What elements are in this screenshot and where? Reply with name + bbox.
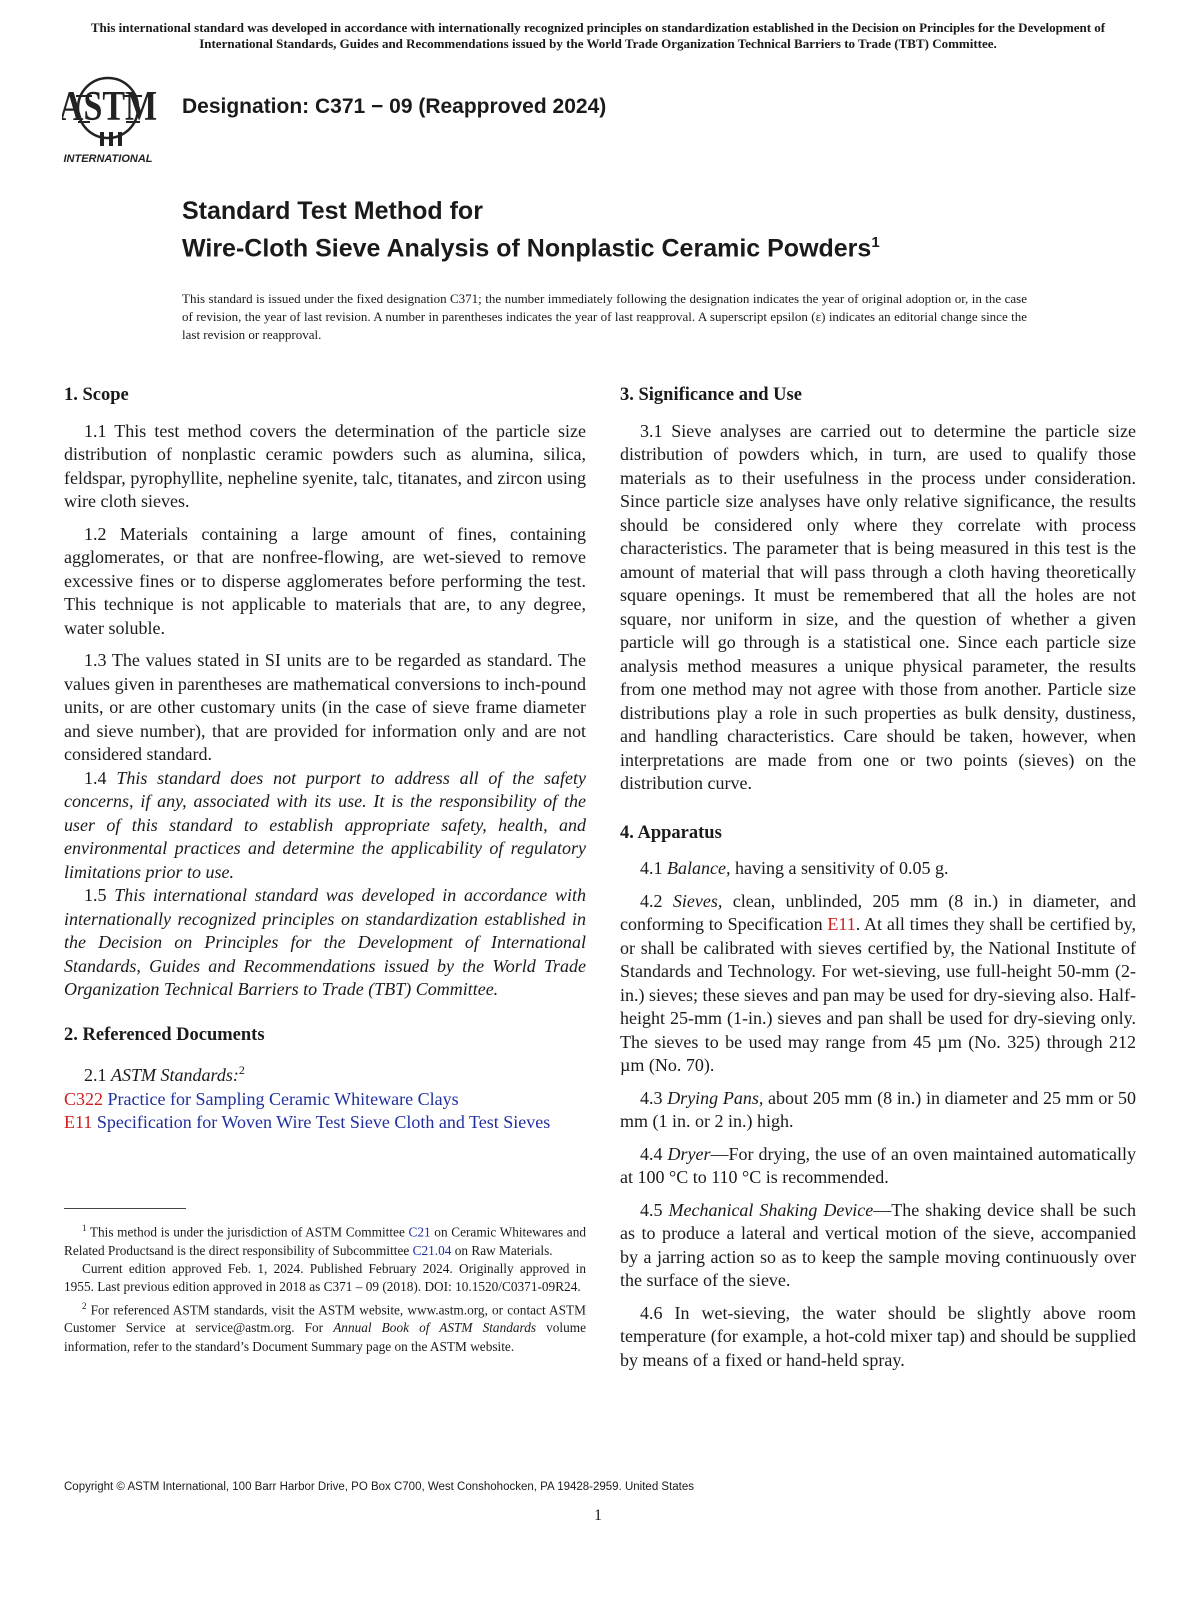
- para-4-6: 4.6 In wet-sieving, the water should be slightly above room temperature (for example, a hot-cold mixer tap) and should be supplied by means of a fixed or hand-held spray.: [620, 1302, 1136, 1370]
- subcommittee-link[interactable]: C21.04: [412, 1242, 452, 1258]
- astm-logo: [62, 74, 168, 170]
- committee-link[interactable]: C21: [408, 1224, 431, 1240]
- section-4-heading: 4. Apparatus: [620, 822, 722, 843]
- section-1-heading: 1. Scope: [64, 385, 129, 405]
- title-footnote-mark: 1: [871, 234, 880, 251]
- para-1-3: 1.3 The values stated in SI units are to be regarded as standard. The values given in parentheses are mathematical conversions to inch-pound units, or are other customary units (in the case of sieve frame diameter and sieve number), that are provided for information only and are not considered standard.: [64, 650, 586, 764]
- ref-e11[interactable]: [64, 1111, 586, 1135]
- ref-code-link[interactable]: C322: [64, 1088, 104, 1109]
- left-column: [64, 384, 586, 1135]
- para-3-1: 3.1 Sieve analyses are carried out to determine the particle size distribution of powders which, in turn, are used to qualify those materials as to their usefulness in the process under consideration. Since particle size analyses have only relative significance, the results should be considered only where they correlate with process characteristics. The parameter that is being measured in this test is the amount of material that will pass through a cloth having theoretically square openings. It must be remembered that all the holes are not square, nor uniform in size, and the question of whether a given particle will go through is a statistical one. Since each particle size analysis method measures a unique physical parameter, the results from one method may not agree with those from another. Particle size distributions play a role in such properties as bulk density, dustiness, and handling characteristics. Care should be taken, however, when interpretations are made from one or two points (sieves) on the distribution curve.: [620, 420, 1136, 793]
- footnote-1: $^1$ This method is under the jurisdiction of ASTM Committee C21 on Ceramic Whitewares and Related Productsand is the direct responsibility of Subcommittee C21.04 on Raw Materials.: [64, 1223, 586, 1258]
- title-line-2: [182, 227, 880, 264]
- footnote-divider: [64, 1208, 186, 1209]
- page-number: 1: [594, 1507, 602, 1524]
- svg-text:ASTM: ASTM: [62, 83, 158, 131]
- tbt-notice: This international standard was developed in accordance with internationally recognized principles on standardization established in the Decision on Principles for the Development of International Standards, Guides and Recommendations issued by the World Trade Organization Technical Barriers to Trade (TBT) Committee.: [90, 20, 1106, 51]
- ref-title-link[interactable]: Practice for Sampling Ceramic Whiteware Clays: [107, 1088, 459, 1109]
- para-4-1: 4.1 Balance, having a sensitivity of 0.05 g.: [640, 858, 949, 878]
- title-text: Wire-Cloth Sieve Analysis of Nonplastic Ceramic Powders: [182, 234, 872, 263]
- designation: Designation: C371 − 09 (Reapproved 2024): [182, 95, 607, 118]
- ref-c322[interactable]: [64, 1088, 586, 1112]
- para-1-2: 1.2 Materials containing a large amount of fines, containing agglomerates, or that are nonfree-flowing, are wet-sieved to remove excessive fines or to disperse agglomerates before performing the test. This technique is not applicable to materials that are, to any degree, water soluble.: [64, 523, 586, 638]
- section-3-heading: 3. Significance and Use: [620, 385, 802, 405]
- para-1-4: 1.4 This standard does not purport to address all of the safety concerns, if any, associated with its use. It is the responsibility of the user of this standard to establish appropriate safety, health, and environmental practices and determine the applicability of regulatory limitations prior to use.: [64, 767, 587, 882]
- ref-code-link[interactable]: E11: [64, 1112, 93, 1132]
- copyright: Copyright © ASTM International, 100 Barr Harbor Drive, PO Box C700, West Conshohocken, PA 19428-2959. United States: [64, 1481, 695, 1493]
- para-4-3: 4.3 Drying Pans, about 205 mm (8 in.) in diameter and 25 mm or 50 mm (1 in. or 2 in.) high.: [620, 1087, 1137, 1131]
- footnotes: [64, 1219, 586, 1356]
- document-title: [182, 196, 880, 264]
- title-line-1: Standard Test Method for: [182, 197, 483, 225]
- para-1-1: 1.1 This test method covers the determination of the particle size distribution of nonplastic ceramic powders such as alumina, silica, feldspar, pyrophyllite, nepheline syenite, talc, titanates, and zircon using wire cloth sieves.: [64, 420, 586, 511]
- footnote-1-edition: Current edition approved Feb. 1, 2024. Published February 2024. Originally approved in 1955. Last previous edition approved in 2018 as C371 – 09 (2018). DOI: 10.1520/C0371-09R24.: [64, 1261, 586, 1295]
- para-1-5: 1.5 This international standard was developed in accordance with internationally recognized principles on standardization established in the Decision on Principles for the Development of International Standards, Guides and Recommendations issued by the World Trade Organization Technical Barriers to Trade (TBT) Committee.: [64, 885, 586, 999]
- para-4-2: 4.2 Sieves, clean, unblinded, 205 mm (8 in.) in diameter, and conforming to Specification E11. At all times they shall be certified by, or shall be calibrated with sieves certified by, the National Institute of Standards and Technology. For wet-sieving, use full-height 50-mm (2-in.) sieves; these sieves and pan may be used for dry-sieving also. Half-height 25-mm (1-in.) sieves and pan shall be used for dry-sieving only. The sieves to be used may range from 45 µm (No. 325) through 212 µm (No. 70).: [620, 890, 1137, 1075]
- right-column: [620, 384, 1136, 1381]
- para-4-5: 4.5 Mechanical Shaking Device—The shaking device shall be such as to produce a lateral and vertical motion of the sieve, accompanied by a jarring action so as to keep the sample moving continuously over the surface of the sieve.: [620, 1199, 1136, 1290]
- para-4-4: 4.4 Dryer—For drying, the use of an oven maintained automatically at 100 °C to 110 °C is recommended.: [620, 1143, 1136, 1187]
- section-2-heading: 2. Referenced Documents: [64, 1024, 265, 1045]
- e11-link[interactable]: E11: [827, 914, 856, 934]
- svg-text:INTERNATIONAL: INTERNATIONAL: [63, 153, 153, 165]
- footnote-2: $^2$ For referenced ASTM standards, visit the ASTM website, www.astm.org, or contact ASTM Customer Service at service@astm.org. For Annual Book of ASTM Standards volume information, refer to the standard’s Document Summary page on the ASTM website.: [64, 1300, 586, 1354]
- issued-note: This standard is issued under the fixed designation C371; the number immediately following the designation indicates the year of original adoption or, in the case of revision, the year of last revision. A number in parentheses indicates the year of last reapproval. A superscript epsilon (ε) indicates an editorial change since the last revision or reapproval.: [182, 291, 1027, 342]
- ref-title-link[interactable]: Specification for Woven Wire Test Sieve Cloth and Test Sieves: [96, 1112, 551, 1132]
- para-2-1: 2.1 ASTM Standards:$^2$: [84, 1063, 245, 1085]
